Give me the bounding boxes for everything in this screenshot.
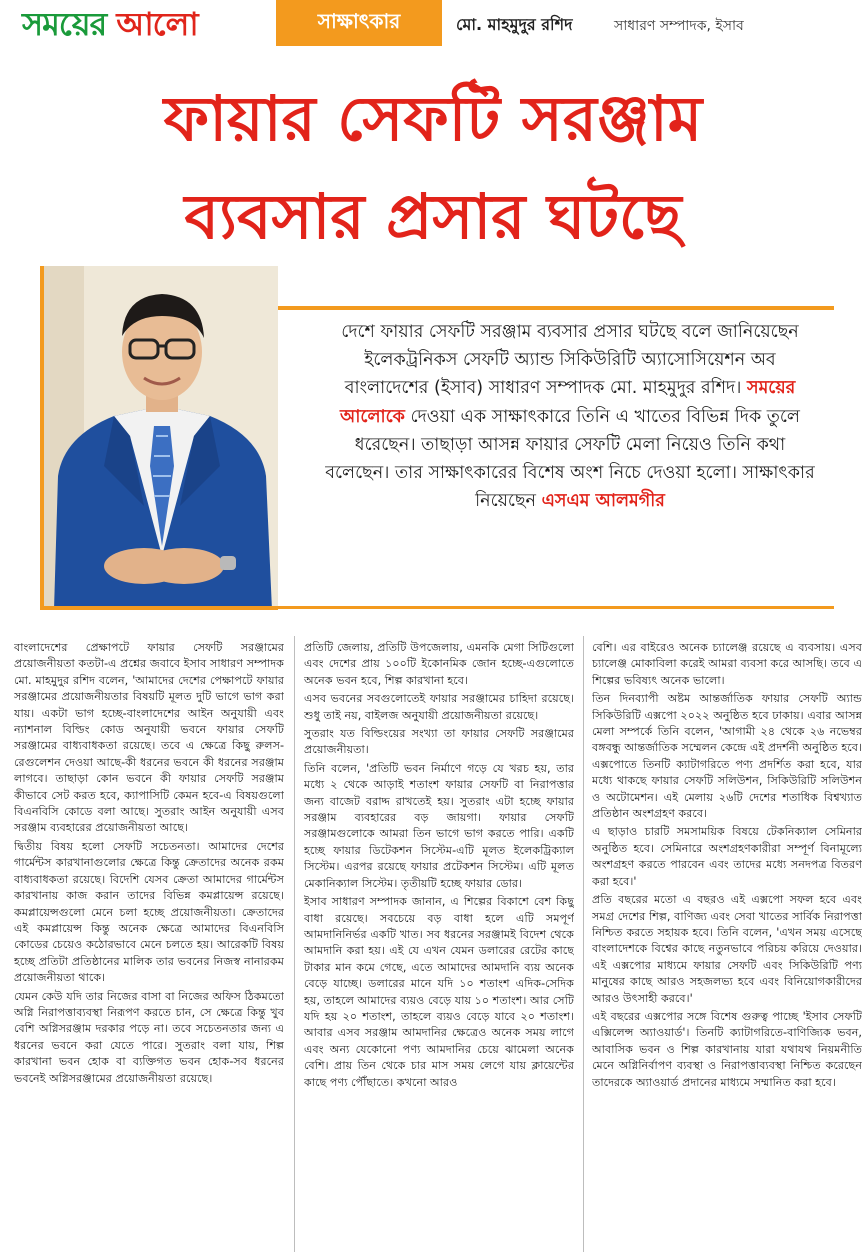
paragraph: বাংলাদেশের প্রেক্ষাপটে ফায়ার সেফটি সরঞ্জামের প্রয়োজনীয়তা কতটা-এ প্রশ্নের জবাবে ইসাব সাধারণ সম্পাদক মো. মাহমুদুর রশিদ বলেন, 'আমাদের দেশের পেক্ষাপটে ফায়ার সরঞ্জামের প্রয়োজনীয়তার বিষয়টি মূলত দুটি ভাগে ভাগ করা যায়। একটা ভাগ হচ্ছে-বাংলাদেশের আইন অনুযায়ী এবং ন্যাশনাল বিল্ডিং কোড অনুযায়ী ভবনে ফায়ার সেফটি সরঞ্জামের বাধ্যবাধকতা রয়েছে। তবে এ ক্ষেত্রে কিছু রুলস-রেগুলেশন দেওয়া আছে-কী ধরনের ভবনে কী ধরনের সরঞ্জাম লাগবে। তাছাড়া কোন ভবনে কী ফায়ার সেফটি সরঞ্জাম কীভাবে সেট করত হবে, ক্যাপাসিটি কেমন হবে-এ বিষয়গুলো বিএনবিসি কোডে বলা আছে। সুতরাং আইন অনুযায়ী এসব সরঞ্জাম ব্যবহারের প্রয়োজনীয়তা আছে। xyxy=(14,641,284,835)
paragraph: প্রতিটি জেলায়, প্রতিটি উপজেলায়, এমনকি মেগা সিটিগুলো এবং দেশের প্রায় ১০০টি ইকোনমিক জোন হচ্ছে-এগুলোতে অনেক ভবন হবে, শিল্প কারখানা হবে। xyxy=(304,641,574,687)
logo-part-1: সময়ের xyxy=(22,5,107,43)
intro-bottom-rule xyxy=(278,606,834,609)
section-tag[interactable]: সাক্ষাৎকার xyxy=(276,0,442,46)
intro-text-1: দেশে ফায়ার সেফটি সরঞ্জাম ব্যবসার প্রসার ঘটছে বলে জানিয়েছেন ইলেকট্রনিকস সেফটি অ্যান্ড সিকিউরিটি অ্যাসোসিয়েশন অব বাংলাদেশের (ইসাব) সাধারণ সম্পাদক মো. মাহমুদুর রশিদ। xyxy=(341,322,799,399)
paragraph: যেমন কেউ যদি তার নিজের বাসা বা নিজের অফিস ঠিকমতো অগ্নি নিরাপত্তাব্যবস্থা নিরূপণ করতে চান, সে ক্ষেত্রে কিন্তু খুব বেশি অগ্নিসরঞ্জাম দরকার পড়ে না। তবে সচেতনতার জন্য এ ধরনের ভবনে করা যেতে পারে। সুতরাং বলা যায়, শিল্প কারখানা ভবন হোক বা ব্যক্তিগত ভবন হোক-সব ধরনের ভবনেই অগ্নিসরঞ্জামের প্রয়োজনীয়তা রয়েছে। xyxy=(14,989,284,1085)
body-column-2 xyxy=(304,640,574,1252)
headline-line-2: ব্যবসার প্রসার ঘটছে xyxy=(184,180,682,253)
column-divider-1 xyxy=(294,636,295,1252)
paragraph: প্রতি বছরের মতো এ বছরও এই এক্সপো সফল হবে এবং সমগ্র দেশের শিল্প, বাণিজ্য এবং সেবা খাতের সার্বিক নিরাপত্তা নিশ্চিত করতে সহায়ক হবে। তিনি বলেন, 'এখন সময় এসেছে বাংলাদেশকে বিশ্বের কাছে নতুনভাবে পরিচয় করিয়ে দেওয়ার। এই এক্সপোর মাধ্যমে ফায়ার সেফটি এবং সিকিউরিটি পণ্য মানুষের কাছে আরও সহজলভ্য হবে এবং বিনিয়োগকারীদের আরও উৎসাহী করবে।' xyxy=(592,893,862,1005)
intro-top-rule xyxy=(278,306,834,310)
interviewee-photo xyxy=(40,266,278,610)
interviewee-role: সাধারণ সম্পাদক, ইসাব xyxy=(614,18,744,34)
body-column-3 xyxy=(592,640,862,1252)
paragraph: দ্বিতীয় বিষয় হলো সেফটি সচেতনতা। আমাদের দেশের গার্মেন্টস কারখানাগুলোর ক্ষেত্রে কিন্তু ক্রেতাদের অনেক রকম বাধ্যবাধকতা রয়েছে। বিদেশি যেসব ক্রেতা আমাদের গার্মেন্টস কারখানায় কাজ করান তাদের বিভিন্ন কমপ্লায়েন্স রয়েছে। কমপ্লায়েন্সগুলো মেনে চলা হচ্ছে প্রয়োজনীয়তা। ক্রেতাদের এই কমপ্লায়েন্স কিন্তু অনেক ক্ষেত্রে আমাদের বিএনবিসি কোডের চেয়েও কঠোরভাবে মেনে চলতে হয়। আরেকটি বিষয় হচ্ছে প্রতিটা প্রতিষ্ঠানের মালিক তার ভবনের নিজস্ব নানারকম প্রয়োজনীয়তা থাকে। xyxy=(14,839,284,985)
portrait-illustration xyxy=(44,266,278,610)
paragraph: তিন দিনব্যাপী অষ্টম আন্তর্জাতিক ফায়ার সেফটি অ্যান্ড সিকিউরিটি এক্সপো ২০২২ অনুষ্ঠিত হবে ঢাকায়। এবার আসন্ন মেলা সম্পর্কে তিনি বলেন, 'আগামী ২৪ থেকে ২৬ নভেম্বর বঙ্গবন্ধু আন্তর্জাতিক সম্মেলন কেন্দ্রে এই প্রদর্শনী অনুষ্ঠিত হবে। এক্সপোতে তিনটি ক্যাটাগরিতে পণ্য প্রদর্শিত করা হবে, যার মধ্যে থাকছে ফায়ার সেফটি সলিউশন, সিকিউরিটি সলিউশন ও অটোমেশন। এই মেলায় ২৬টি দেশের শতাধিক বিশ্বখ্যাত প্রতিষ্ঠান অংশগ্রহণ করবে। xyxy=(592,692,862,821)
headline-line-1: ফায়ার সেফটি সরঞ্জাম xyxy=(163,82,703,155)
newspaper-logo[interactable] xyxy=(22,4,198,44)
body-column-1 xyxy=(14,640,284,1252)
paragraph: এ ছাড়াও চারটি সমসাময়িক বিষয়ে টেকনিক্যাল সেমিনার অনুষ্ঠিত হবে। সেমিনারে অংশগ্রহণকারীরা সম্পূর্ণ বিনামূল্যে অংশগ্রহণ করতে পারবেন এবং তাদের মধ্যে সনদপত্র বিতরণ করা হবে।' xyxy=(592,825,862,888)
masthead xyxy=(0,0,866,48)
column-divider-2 xyxy=(583,636,584,1252)
logo-part-2: আলো xyxy=(116,5,198,43)
interviewee-name: মো. মাহমুদুর রশিদ xyxy=(456,15,573,34)
intro-reporter-name: এসএম আলমগীর xyxy=(541,491,665,512)
headline xyxy=(0,70,866,266)
paragraph: ইসাব সাধারণ সম্পাদক জানান, এ শিল্পের বিকাশে বেশ কিছু বাধা রয়েছে। সবচেয়ে বড় বাধা হলে এটি সমপূর্ণ আমদানিনির্ভর একটি খাত। সব ধরনের সরঞ্জামই বিদেশ থেকে আমদানি করা হয়। এই যে এখন যেমন ডলারের রেটের কাছে টাকার মান কমে গেছে, এতে আমাদের আমদানি ব্যয় অনেক বেড়ে যাচ্ছে। ডলারের মানে যদি ১০ শতাংশ এদিক-সেদিক হয়, তাহলে আমাদের ব্যয়ও বেড়ে যায় ১০ শতাংশ। আর সেটি যদি হয় ২০ শতাংশ, তাহলে ব্যয়ও বেড়ে যাবে ২০ শতাংশ। আবার এসব সরঞ্জাম আমদানির ক্ষেত্রেও অনেক সময় লাগে এবং অন্য যেকোনো পণ্য আমদানির চেয়ে ঝামেলা অনেক বেশি। প্রায় তিন থেকে চার মাস সময় লেগে যায় ক্লায়েন্টের কাছে পণ্য পৌঁছাতে। কখনো আরও xyxy=(304,895,574,1089)
paragraph: এসব ভবনের সবগুলোতেই ফায়ার সরঞ্জামের চাহিদা রয়েছে। শুধু তাই নয়, বাইলজ অনুযায়ী প্রয়োজনীয়তা রয়েছে। xyxy=(304,692,574,722)
intro-summary xyxy=(322,318,818,600)
paragraph: বেশি। এর বাইরেও অনেক চ্যালেঞ্জ রয়েছে এ ব্যবসায়। এসব চ্যালেঞ্জ মোকাবিলা করেই আমরা ব্যবসা করে আসছি। তবে এ শিল্পের ভবিষ্যৎ অনেক ভালো। xyxy=(592,641,862,687)
paragraph: সুতরাং যত বিল্ডিংয়ের সংখ্যা তা ফায়ার সেফটি সরঞ্জামের প্রয়োজনীয়তা। xyxy=(304,727,574,757)
intro-paper-name: সময়ের আলোকে xyxy=(340,378,796,427)
paragraph: তিনি বলেন, 'প্রতিটি ভবন নির্মাণে গড়ে যে খরচ হয়, তার মধ্যে ২ থেকে আড়াই শতাংশ ফায়ার সেফটি বা নিরাপত্তার জন্য বাজেট বরাদ্দ রাখতেই হয়। সুতরাং এটা হচ্ছে ফায়ার সরঞ্জাম ব্যবহারের বড় জায়গা। ফায়ার সেফটি সরঞ্জামগুলোকে আমরা তিন ভাগে ভাগ করতে পারি। একটি হচ্ছে ফায়ার ডিটেকশন সিস্টেম-এটি মূলত ইলেকট্রিক্যাল সিস্টেম। এরপর রয়েছে ফায়ার প্রটেকশন সিস্টেম। এটি মূলত মেকানিক্যাল সিস্টেম। তৃতীয়টি হচ্ছে ফায়ার ডোর। xyxy=(304,761,574,890)
paragraph: এই বছরের এক্সপোর সঙ্গে বিশেষ গুরুত্ব পাচ্ছে 'ইসাব সেফটি এক্সিলেন্স অ্যাওয়ার্ড'। তিনটি ক্যাটাগরিতে-বাণিজ্যিক ভবন, আবাসিক ভবন ও শিল্প কারখানায় যারা যথাযথ নিয়মনীতি মেনে অগ্নিনির্বাপণ ব্যবস্থা ও নিরাপত্তাব্যবস্থা নিশ্চিত করেছেন তাদেরকে অ্যাওয়ার্ড প্রদানের মাধ্যমে সম্মানিত করা হবে। xyxy=(592,1009,862,1089)
intro-text-2: দেওয়া এক সাক্ষাৎকারে তিনি এ খাতের বিভিন্ন দিক তুলে ধরেছেন। তাছাড়া আসন্ন ফায়ার সেফটি মেলা নিয়েও তিনি কথা বলেছেন। তার সাক্ষাৎকারের বিশেষ অংশ নিচে দেওয়া হলো। সাক্ষাৎকার নিয়েছেন xyxy=(325,406,815,512)
